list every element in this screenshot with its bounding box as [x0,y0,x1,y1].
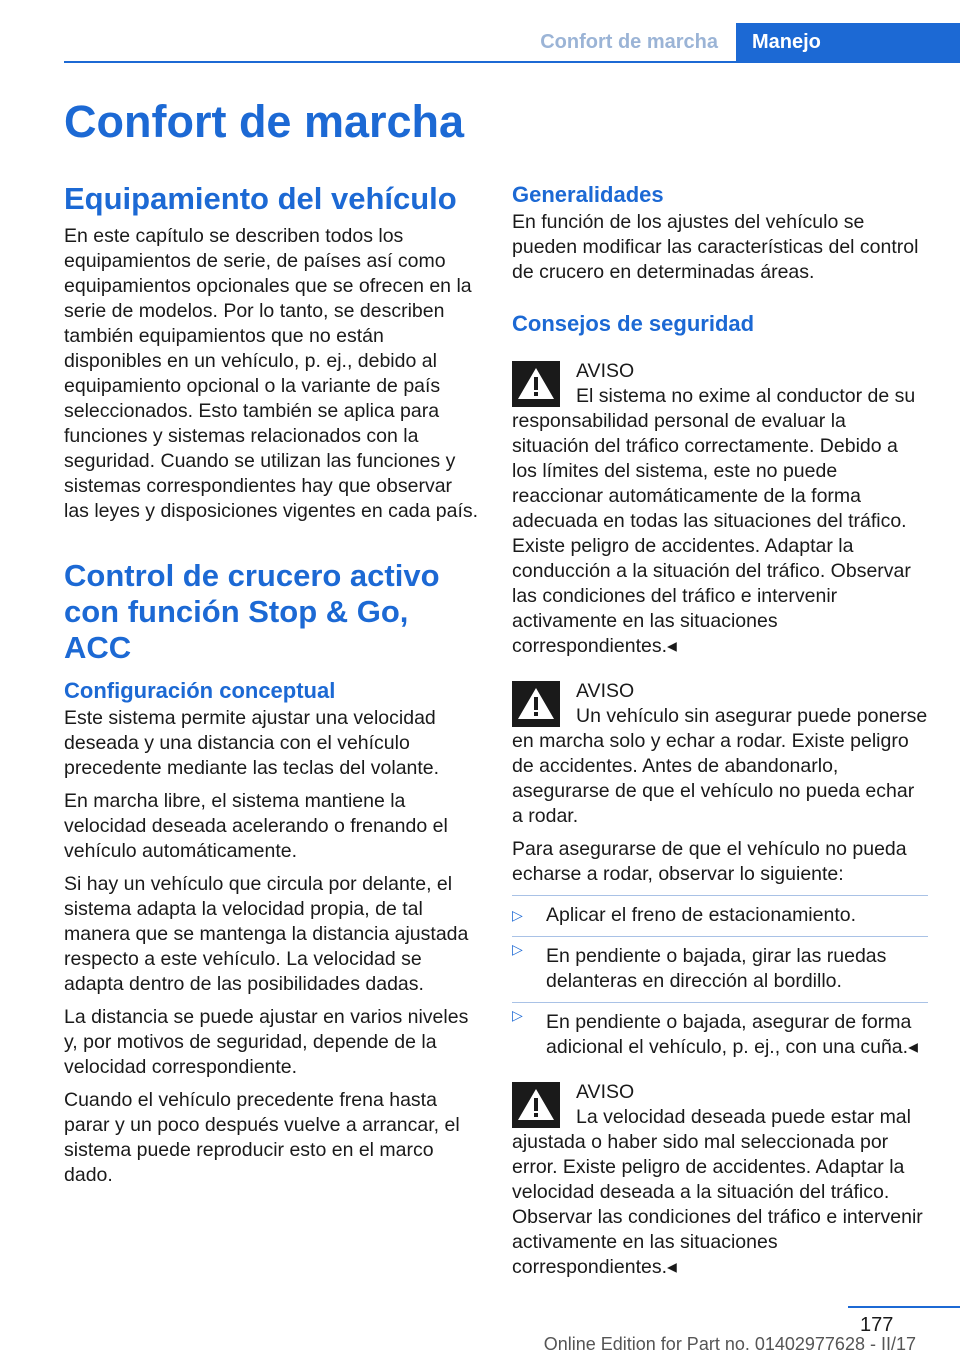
paragraph-config-5: Cuando el vehículo precedente frena hasta parar y un poco después vuelve a arrancar, el sistema puede reproducir esto en el marco dado. [64,1089,460,1186]
paragraph-config-1: Este sistema permite ajustar una velocidad deseada y una distancia con el vehículo precedente mediante las teclas del volante. [64,707,440,779]
page-header [540,23,960,61]
warning-text-1: El sistema no exime al conductor de su responsabilidad personal de evaluar la situación del tráfico correctamente. Debido a los límites del sistema, este no puede reaccionar automáticamente de la forma adecuada en todas las situaciones del tráfico. Existe peligro de accidentes. Adaptar la conducción a la situación del tráfico. Observar las condiciones del tráfico e intervenir activamente en las situaciones correspondientes.◂ [512,385,916,657]
page-title: Confort de marcha [64,96,465,147]
header-chapter-tab: Manejo [736,23,960,61]
header-section-title: Confort de marcha [540,31,718,53]
header-divider [64,61,960,63]
footer-edition: Online Edition for Part no. 01402977628 - II/17 [543,1334,916,1354]
heading-acc: Control de crucero activo con función Stop & Go, ACC [64,558,440,665]
paragraph-config-2: En marcha libre, el sistema mantiene la velocidad deseada acelerando o frenando el vehículo automáticamente. [64,790,448,862]
heading-consejos: Consejos de seguridad [512,311,755,336]
triangle-right-bullet-icon: ▷ [512,1007,523,1023]
list-item-text: En pendiente o bajada, girar las ruedas delanteras en dirección al bordillo. [546,945,887,992]
warning-text-2: Un vehículo sin asegurar puede ponerse en marcha solo y echar a rodar. Existe peligro de accidentes. Antes de abandonarlo, asegurarse de que el vehículo no pueda echar a rodar. [512,705,928,827]
paragraph-asegurar: Para asegurarse de que el vehículo no pueda echarse a rodar, observar lo siguiente: [512,838,907,885]
list-item [512,1002,928,1060]
paragraph-config-3: Si hay un vehículo que circula por delante, el sistema adapta la velocidad propia, de tal manera que se mantenga la distancia ajustada respecto a este vehículo. La velocidad se adapta dentro de las posibilidades dadas. [64,873,469,995]
warning-text-3: La velocidad deseada puede estar mal ajustada o haber sido mal seleccionada por error. Existe peligro de accidentes. Adaptar la velocidad deseada a la situación del tráfico. Observar las condiciones del tráfico e intervenir activamente en las situaciones correspondientes.◂ [512,1106,923,1278]
warning-box-1 [512,359,928,659]
heading-equipamiento: Equipamiento del vehículo [64,181,457,216]
footer-divider [848,1306,960,1308]
paragraph-generalidades: En función de los ajustes del vehículo se pueden modificar las características del control de crucero en determinadas áreas. [512,211,919,283]
warning-label: AVISO [576,1081,635,1103]
paragraph-config-4: La distancia se puede ajustar en varios niveles y, por motivos de seguridad, depende de la velocidad correspondiente. [64,1006,469,1078]
list-item [512,936,928,994]
triangle-right-bullet-icon: ▷ [512,941,523,957]
page-number: 177 [860,1314,894,1336]
heading-generalidades: Generalidades [512,182,664,207]
heading-configuracion: Configuración conceptual [64,678,336,703]
warning-box-2 [512,679,928,829]
paragraph-equipamiento: En este capítulo se describen todos los equipamientos de serie, de países así como equipamientos opcionales que se ofrecen en la serie de modelos. Por lo tanto, se describen también equipamientos que no están disponibles en un vehículo, p. ej., debido al equipamiento opcional o la variante de país seleccionados. Esto también se aplica para funciones y sistemas relacionados con la seguridad. Cuando se utilizan las funciones y sistemas correspondientes hay que observar las leyes y disposiciones vigentes en cada país. [64,225,479,522]
warning-label: AVISO [576,680,635,702]
list-item-text: Aplicar el freno de estacionamiento. [546,904,857,926]
list-item [512,903,928,928]
warning-label: AVISO [576,360,635,382]
warning-triangle-icon [512,1082,560,1128]
triangle-right-bullet-icon: ▷ [512,907,523,923]
list-item-text: En pendiente o bajada, asegurar de forma adicional el vehículo, p. ej., con una cuña.◂ [546,1011,918,1058]
left-column [64,180,480,1196]
warning-triangle-icon [512,681,560,727]
right-column [512,180,928,1288]
warning-box-3 [512,1080,928,1280]
bullet-list [512,895,928,1060]
warning-triangle-icon [512,361,560,407]
